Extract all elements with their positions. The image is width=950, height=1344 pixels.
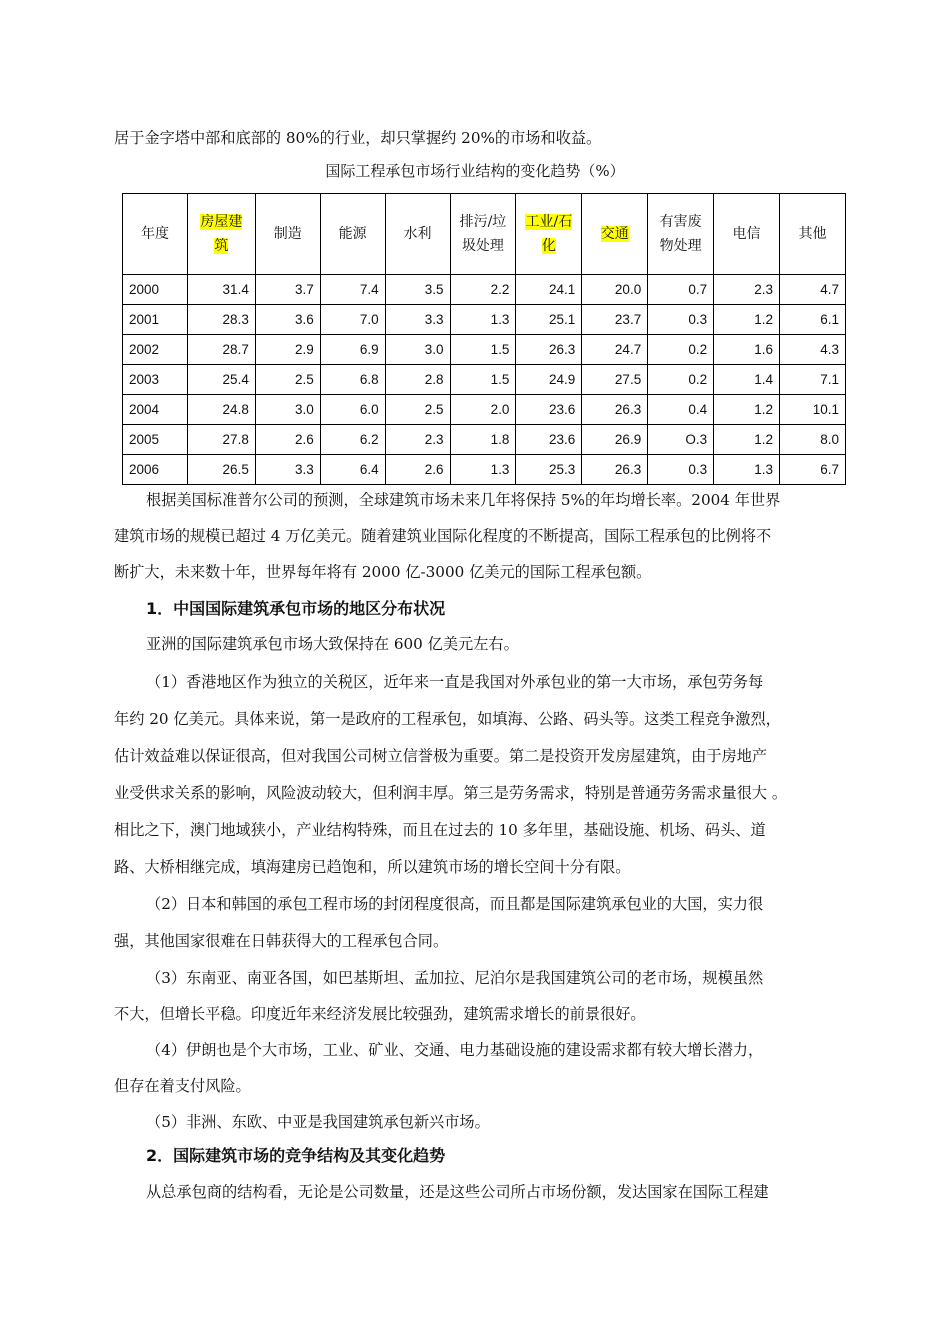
- section-heading-1: 1．中国国际建筑承包市场的地区分布状况: [146, 599, 446, 618]
- paragraph-line: 年约 20 亿美元。具体来说，第一是政府的工程承包，如填海、公路、码头等。这类工程竞争激烈，: [114, 710, 781, 728]
- table-cell: 1.3: [450, 455, 516, 485]
- table-cell: 10.1: [779, 395, 845, 425]
- table-cell: 2002: [123, 335, 188, 365]
- table-cell: 25.1: [516, 305, 582, 335]
- table-cell: 2.6: [255, 425, 320, 455]
- table-row: [123, 395, 846, 425]
- paragraph-line: （3）东南亚、南亚各国，如巴基斯坦、孟加拉、尼泊尔是我国建筑公司的老市场，规模虽然: [146, 969, 764, 987]
- table-cell: 2000: [123, 275, 188, 305]
- table-cell: 23.7: [582, 305, 648, 335]
- table-row: [123, 455, 846, 485]
- table-cell: 2.8: [385, 365, 450, 395]
- highlighted-header-text: 工业/石化: [525, 214, 573, 254]
- table-cell: 1.2: [714, 395, 780, 425]
- table-cell: 24.9: [516, 365, 582, 395]
- table-cell: 20.0: [582, 275, 648, 305]
- header-water: 水利: [385, 194, 450, 275]
- highlighted-header-text: 房屋建筑: [200, 214, 243, 254]
- table-cell: 2.9: [255, 335, 320, 365]
- paragraph-line: 断扩大，未来数十年，世界每年将有 2000 亿-3000 亿美元的国际工程承包额。: [114, 563, 652, 581]
- table-cell: 27.8: [187, 425, 255, 455]
- table-cell: 28.3: [187, 305, 255, 335]
- table-cell: 24.1: [516, 275, 582, 305]
- table-cell: 1.4: [714, 365, 780, 395]
- paragraph-line: 不大，但增长平稳。印度近年来经济发展比较强劲，建筑需求增长的前景很好。: [114, 1005, 646, 1023]
- table-cell: 1.5: [450, 335, 516, 365]
- table-cell: 2.6: [385, 455, 450, 485]
- table-cell: 26.3: [516, 335, 582, 365]
- table-cell: 7.1: [779, 365, 845, 395]
- intro-line: 居于金字塔中部和底部的 80%的行业，却只掌握约 20%的市场和收益。: [114, 129, 602, 147]
- table-cell: 6.9: [320, 335, 385, 365]
- table-cell: 3.0: [385, 335, 450, 365]
- table-cell: 4.3: [779, 335, 845, 365]
- paragraph-line: 相比之下，澳门地域狭小，产业结构特殊，而且在过去的 10 多年里，基础设施、机场、码头、道: [114, 821, 766, 839]
- table-cell: 1.2: [714, 425, 780, 455]
- paragraph-line: 建筑市场的规模已超过 4 万亿美元。随着建筑业国际化程度的不断提高，国际工程承包的比例将不: [114, 527, 772, 545]
- header-manufacturing: 制造: [255, 194, 320, 275]
- table-cell: 1.3: [714, 455, 780, 485]
- table-cell: 2.0: [450, 395, 516, 425]
- table-cell: 0.2: [648, 335, 714, 365]
- paragraph-line: 业受供求关系的影响，风险波动较大，但利润丰厚。第三是劳务需求，特别是普通劳务需求量很大 。: [114, 784, 788, 802]
- table-cell: 26.9: [582, 425, 648, 455]
- table-cell: 3.3: [385, 305, 450, 335]
- table-cell: 2.3: [385, 425, 450, 455]
- table-cell: 0.3: [648, 455, 714, 485]
- table-cell: 0.2: [648, 365, 714, 395]
- header-sewage: 排污/垃圾处理: [450, 194, 516, 275]
- table-cell: 2004: [123, 395, 188, 425]
- table-cell: 2.5: [385, 395, 450, 425]
- table-cell: 3.0: [255, 395, 320, 425]
- section-heading-2: 2．国际建筑市场的竞争结构及其变化趋势: [146, 1146, 446, 1165]
- table-cell: 1.2: [714, 305, 780, 335]
- table-cell: 2.5: [255, 365, 320, 395]
- paragraph-line: 估计效益难以保证很高，但对我国公司树立信誉极为重要。第二是投资开发房屋建筑，由于房地产: [114, 747, 768, 765]
- paragraph-line: 从总承包商的结构看，无论是公司数量，还是这些公司所占市场份额，发达国家在国际工程建: [146, 1183, 769, 1201]
- table-row: [123, 335, 846, 365]
- table-cell: 1.5: [450, 365, 516, 395]
- table-cell: 6.2: [320, 425, 385, 455]
- table-cell: 2003: [123, 365, 188, 395]
- table-cell: 2.2: [450, 275, 516, 305]
- paragraph-line: （2）日本和韩国的承包工程市场的封闭程度很高，而且都是国际建筑承包业的大国，实力很: [146, 895, 764, 913]
- table-cell: 2001: [123, 305, 188, 335]
- table-row: [123, 425, 846, 455]
- table-row: [123, 365, 846, 395]
- table-cell: 6.7: [779, 455, 845, 485]
- paragraph-line: （5）非洲、东欧、中亚是我国建筑承包新兴市场。: [146, 1113, 490, 1131]
- table-cell: 27.5: [582, 365, 648, 395]
- table-cell: 26.5: [187, 455, 255, 485]
- header-other: 其他: [779, 194, 845, 275]
- paragraph-line: 但存在着支付风险。: [114, 1077, 251, 1095]
- table-cell: 8.0: [779, 425, 845, 455]
- table-cell: 0.7: [648, 275, 714, 305]
- paragraph-line: 路、大桥相继完成，填海建房已趋饱和，所以建筑市场的增长空间十分有限。: [114, 858, 631, 876]
- header-year: 年度: [123, 194, 188, 275]
- table-cell: 0.3: [648, 305, 714, 335]
- table-cell: 31.4: [187, 275, 255, 305]
- table-cell: 26.3: [582, 395, 648, 425]
- table-cell: 24.8: [187, 395, 255, 425]
- table-cell: 23.6: [516, 395, 582, 425]
- table-cell: 3.3: [255, 455, 320, 485]
- table-cell: 25.4: [187, 365, 255, 395]
- table-cell: 3.5: [385, 275, 450, 305]
- table-cell: 25.3: [516, 455, 582, 485]
- paragraph-line: （4）伊朗也是个大市场，工业、矿业、交通、电力基础设施的建设需求都有较大增长潜力，: [146, 1041, 764, 1059]
- table-cell: 6.1: [779, 305, 845, 335]
- table-cell: 6.8: [320, 365, 385, 395]
- table-cell: 7.4: [320, 275, 385, 305]
- table-row: [123, 305, 846, 335]
- table-cell: 1.6: [714, 335, 780, 365]
- table-cell: 2005: [123, 425, 188, 455]
- paragraph-line: 根据美国标准普尔公司的预测，全球建筑市场未来几年将保持 5%的年均增长率。2004 年世界: [146, 491, 781, 509]
- table-cell: 6.0: [320, 395, 385, 425]
- table-header-row: [123, 194, 846, 275]
- table-cell: 7.0: [320, 305, 385, 335]
- table-cell: 3.7: [255, 275, 320, 305]
- table-cell: 1.8: [450, 425, 516, 455]
- table-cell: 2006: [123, 455, 188, 485]
- header-transport: [582, 194, 648, 275]
- header-industrial: [516, 194, 582, 275]
- table-cell: 3.6: [255, 305, 320, 335]
- highlighted-header-text: 交通: [600, 226, 629, 242]
- table-caption: 国际工程承包市场行业结构的变化趋势（%）: [325, 162, 625, 180]
- header-hazardous: 有害废物处理: [648, 194, 714, 275]
- paragraph-line: 亚洲的国际建筑承包市场大致保持在 600 亿美元左右。: [146, 635, 519, 653]
- table-cell: 26.3: [582, 455, 648, 485]
- header-energy: 能源: [320, 194, 385, 275]
- header-telecom: 电信: [714, 194, 780, 275]
- header-housing: [187, 194, 255, 275]
- table-cell: 28.7: [187, 335, 255, 365]
- table-cell: 24.7: [582, 335, 648, 365]
- table-cell: 4.7: [779, 275, 845, 305]
- industry-structure-table: [122, 193, 846, 485]
- table-cell: 1.3: [450, 305, 516, 335]
- paragraph-line: 强，其他国家很难在日韩获得大的工程承包合同。: [114, 932, 449, 950]
- table-row: [123, 275, 846, 305]
- table-cell: 0.4: [648, 395, 714, 425]
- table-cell: O.3: [648, 425, 714, 455]
- table-cell: 2.3: [714, 275, 780, 305]
- paragraph-line: （1）香港地区作为独立的关税区，近年来一直是我国对外承包业的第一大市场，承包劳务每: [146, 673, 764, 691]
- table-cell: 23.6: [516, 425, 582, 455]
- table-cell: 6.4: [320, 455, 385, 485]
